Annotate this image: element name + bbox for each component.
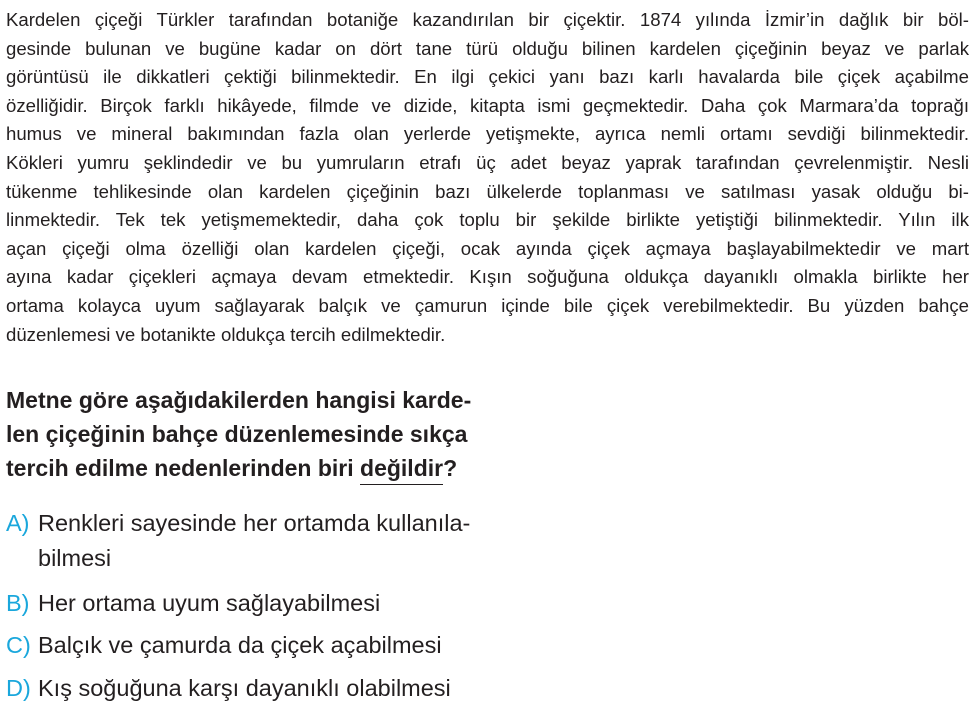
option-text: Her ortama uyum sağlayabilmesi (38, 590, 381, 616)
answer-options (6, 506, 526, 711)
question-stem (6, 383, 506, 485)
option-letter: B) (6, 590, 30, 616)
passage-line: linmektedir. Tek tek yetişmemektedir, daha çok toplu bir şekilde birlikte yetiştiği bilinmektedir. Yılın ilk (6, 209, 969, 231)
option-text-line: Renkleri sayesinde her ortamda kullanıla- (38, 510, 471, 536)
option-text: Kış soğuğuna karşı dayanıklı olabilmesi (38, 675, 451, 701)
passage-line: humus ve mineral bakımından fazla olan yerlerde yetişmekte, ayrıca nemli ortamı sevdiği bilinmektedir. (6, 123, 969, 145)
passage-line: açan çiçeği olma özelliği olan kardelen çiçeği, ocak ayında çiçek açmaya başlayabilmektedir ve mart (6, 237, 969, 259)
passage-line: tükenme tehlikesinde olan kardelen çiçeğinin bazı ülkelerde toplanması ve satılması yasak olduğu bi- (6, 180, 969, 202)
option-letter: A) (6, 510, 30, 536)
option-letter: D) (6, 675, 31, 701)
passage-line: ortama kolayca uyum sağlayarak balçık ve çamurun içinde bile çiçek verebilmektedir. Bu yüzden bahçe (6, 294, 969, 316)
question-text: tercih edilme nedenlerinden biri (6, 455, 361, 481)
question-line: len çiçeğinin bahçe düzenlemesinde sıkça (6, 421, 468, 447)
option-text-line: bilmesi (38, 545, 112, 571)
question-line: Metne göre aşağıdakilerden hangisi karde- (6, 387, 472, 413)
passage-line: Kökleri yumru şeklindedir ve bu yumruların etrafı üç adet beyaz yaprak tarafından çevrelenmiştir. Nesli (6, 151, 969, 173)
passage-line: Kardelen çiçeği Türkler tarafından botaniğe kazandırılan bir çiçektir. 1874 yılında İzmir’in dağlık bir böl- (6, 9, 969, 30)
passage-line: görüntüsü ile dikkatleri çektiği bilinmektedir. En ilgi çekici yanı bazı karlı havalarda bile çiçek açabilme (6, 66, 969, 88)
question-mark: ? (443, 455, 458, 481)
passage-line: düzenlemesi ve botanikte oldukça tercih edilmektedir. (6, 323, 446, 345)
option-a[interactable] (6, 506, 526, 586)
option-text: Balçık ve çamurda da çiçek açabilmesi (38, 632, 442, 658)
option-c[interactable] (6, 628, 526, 671)
reading-passage (6, 6, 969, 349)
passage-line: gesinde bulunan ve bugüne kadar on dört tane türü olduğu bilinen kardelen çiçeğinin beyaz ve parlak (6, 37, 969, 59)
question-line (6, 451, 506, 485)
negation-emphasis: değildir (360, 455, 443, 485)
option-letter: C) (6, 632, 31, 658)
option-b[interactable] (6, 586, 526, 628)
passage-line: ayına kadar çiçekleri açmaya devam etmektedir. Kışın soğuğuna oldukça dayanıklı olmakla birlikte her (6, 266, 969, 288)
option-text (38, 506, 526, 576)
option-d[interactable] (6, 671, 526, 711)
passage-line: özelliğidir. Birçok farklı hikâyede, filmde ve dizide, kitapta ismi geçmektedir. Daha çok Marmara’da toprağı (6, 94, 969, 116)
